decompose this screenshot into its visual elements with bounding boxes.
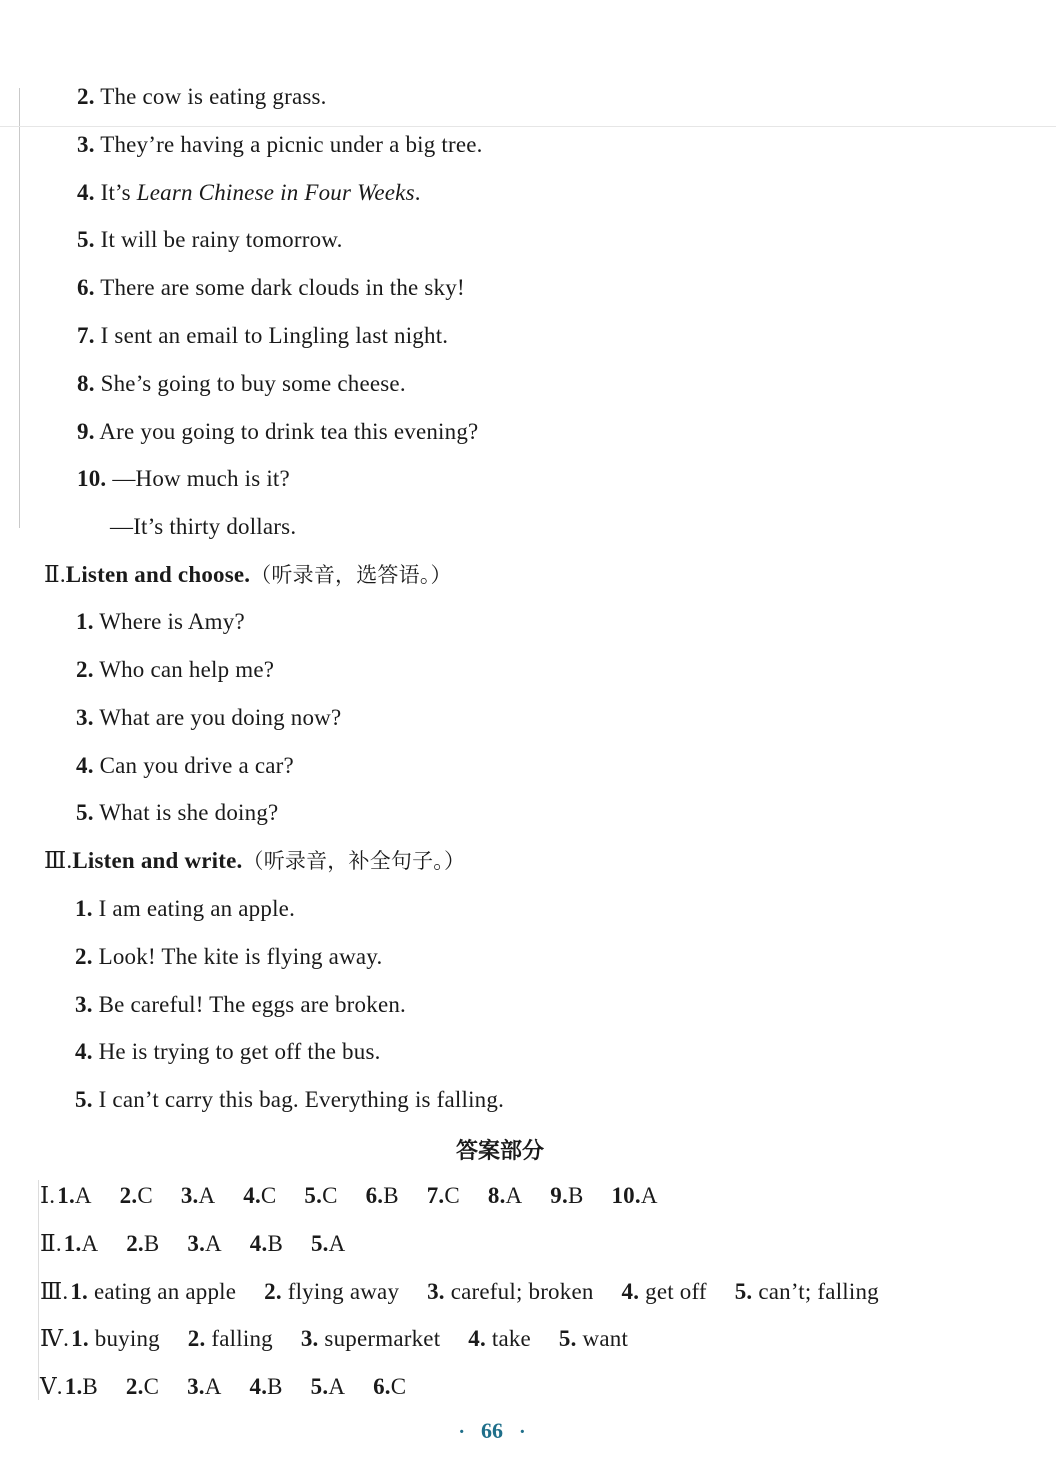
list-item: 6. There are some dark clouds in the sky! xyxy=(77,275,465,300)
list-item: 4. Can you drive a car? xyxy=(76,753,294,778)
list-item: 2. Who can help me? xyxy=(76,657,275,682)
footer-dot: · xyxy=(458,1421,465,1443)
section-heading: Ⅲ.Listen and write.（听录音，补全句子。） xyxy=(44,848,466,873)
list-item: 3. They’re having a picnic under a big tree. xyxy=(77,132,483,157)
list-item: 7. I sent an email to Lingling last night. xyxy=(77,323,449,348)
list-item: 1. Where is Amy? xyxy=(76,609,245,634)
list-item: 2. Look! The kite is flying away. xyxy=(75,944,383,969)
list-item: 1. I am eating an apple. xyxy=(75,896,296,921)
page-number: · 66 · xyxy=(458,1418,526,1443)
list-item: 4. It’s Learn Chinese in Four Weeks. xyxy=(77,180,421,205)
answer-row: Ⅲ.1. eating an apple 2. flying away 3. careful; broken 4. get off 5. can’t; falling xyxy=(40,1279,879,1304)
list-item: 5. It will be rainy tomorrow. xyxy=(77,227,343,252)
scan-fold-line xyxy=(0,126,1056,127)
book-title: Learn Chinese in Four Weeks xyxy=(136,180,415,205)
list-item: 5. I can’t carry this bag. Everything is falling. xyxy=(75,1087,505,1112)
scan-margin-line xyxy=(19,88,20,528)
list-item: 9. Are you going to drink tea this evening? xyxy=(77,419,479,444)
answers-title: 答案部分 xyxy=(455,1139,544,1164)
section-heading: Ⅱ.Listen and choose.（听录音，选答语。） xyxy=(44,562,452,587)
answer-row: Ⅴ.1.B 2.C 3.A 4.B 5.A 6.C xyxy=(40,1374,407,1399)
list-item: 8. She’s going to buy some cheese. xyxy=(77,371,406,396)
list-item: 2. The cow is eating grass. xyxy=(77,84,327,109)
list-item: 4. He is trying to get off the bus. xyxy=(75,1039,381,1064)
list-item: 3. Be careful! The eggs are broken. xyxy=(75,992,406,1017)
list-item: —It’s thirty dollars. xyxy=(110,514,297,539)
list-item: 5. What is she doing? xyxy=(76,800,279,825)
scan-margin-line-bottom xyxy=(38,1180,39,1400)
list-item: 10. —How much is it? xyxy=(77,466,290,491)
answer-row: Ⅱ.1.A 2.B 3.A 4.B 5.A xyxy=(40,1231,346,1256)
answer-row: Ⅳ.1. buying 2. falling 3. supermarket 4. take 5. want xyxy=(40,1326,629,1351)
footer-dot: · xyxy=(519,1421,526,1443)
list-item: 3. What are you doing now? xyxy=(76,705,342,730)
answer-row: Ⅰ.1.A 2.C 3.A 4.C 5.C 6.B 7.C 8.A 9.B 10.A xyxy=(40,1183,658,1208)
